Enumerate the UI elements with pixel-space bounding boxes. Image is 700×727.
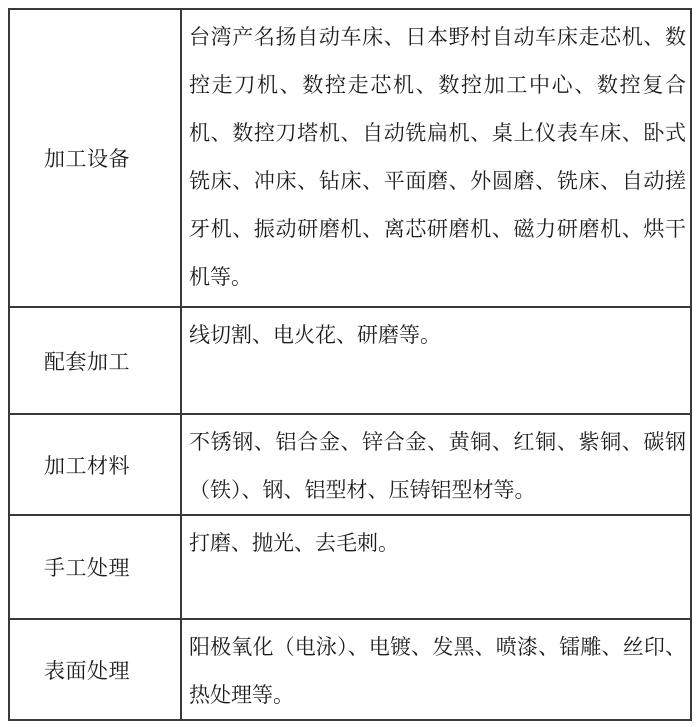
process-capability-table — [8, 8, 692, 721]
row-content-processing-materials: 不锈钢、铝合金、锌合金、黄铜、红铜、紫铜、碳钢（铁）、钢、铝型材、压铸铝型材等。 — [181, 414, 691, 515]
row-header-manual-processing: 手工处理 — [9, 515, 181, 619]
row-content-surface-treatment: 阳极氧化（电泳）、电镀、发黑、喷漆、镭雕、丝印、热处理等。 — [181, 619, 691, 720]
row-header-surface-treatment: 表面处理 — [9, 619, 181, 720]
table-row — [9, 307, 691, 414]
table-row — [9, 9, 691, 307]
row-content-supporting-processing: 线切割、电火花、研磨等。 — [181, 307, 691, 414]
table-row — [9, 619, 691, 720]
row-content-processing-equipment: 台湾产名扬自动车床、日本野村自动车床走芯机、数控走刀机、数控走芯机、数控加工中心、数控复合机、数控刀塔机、自动铣扁机、桌上仪表车床、卧式铣床、冲床、钻床、平面磨、外圆磨、铣床、自动搓牙机、振动研磨机、离芯研磨机、磁力研磨机、烘干机等。 — [181, 9, 691, 307]
row-header-processing-materials: 加工材料 — [9, 414, 181, 515]
row-header-processing-equipment: 加工设备 — [9, 9, 181, 307]
table-row — [9, 414, 691, 515]
row-header-supporting-processing: 配套加工 — [9, 307, 181, 414]
row-content-manual-processing: 打磨、抛光、去毛刺。 — [181, 515, 691, 619]
table-row — [9, 515, 691, 619]
